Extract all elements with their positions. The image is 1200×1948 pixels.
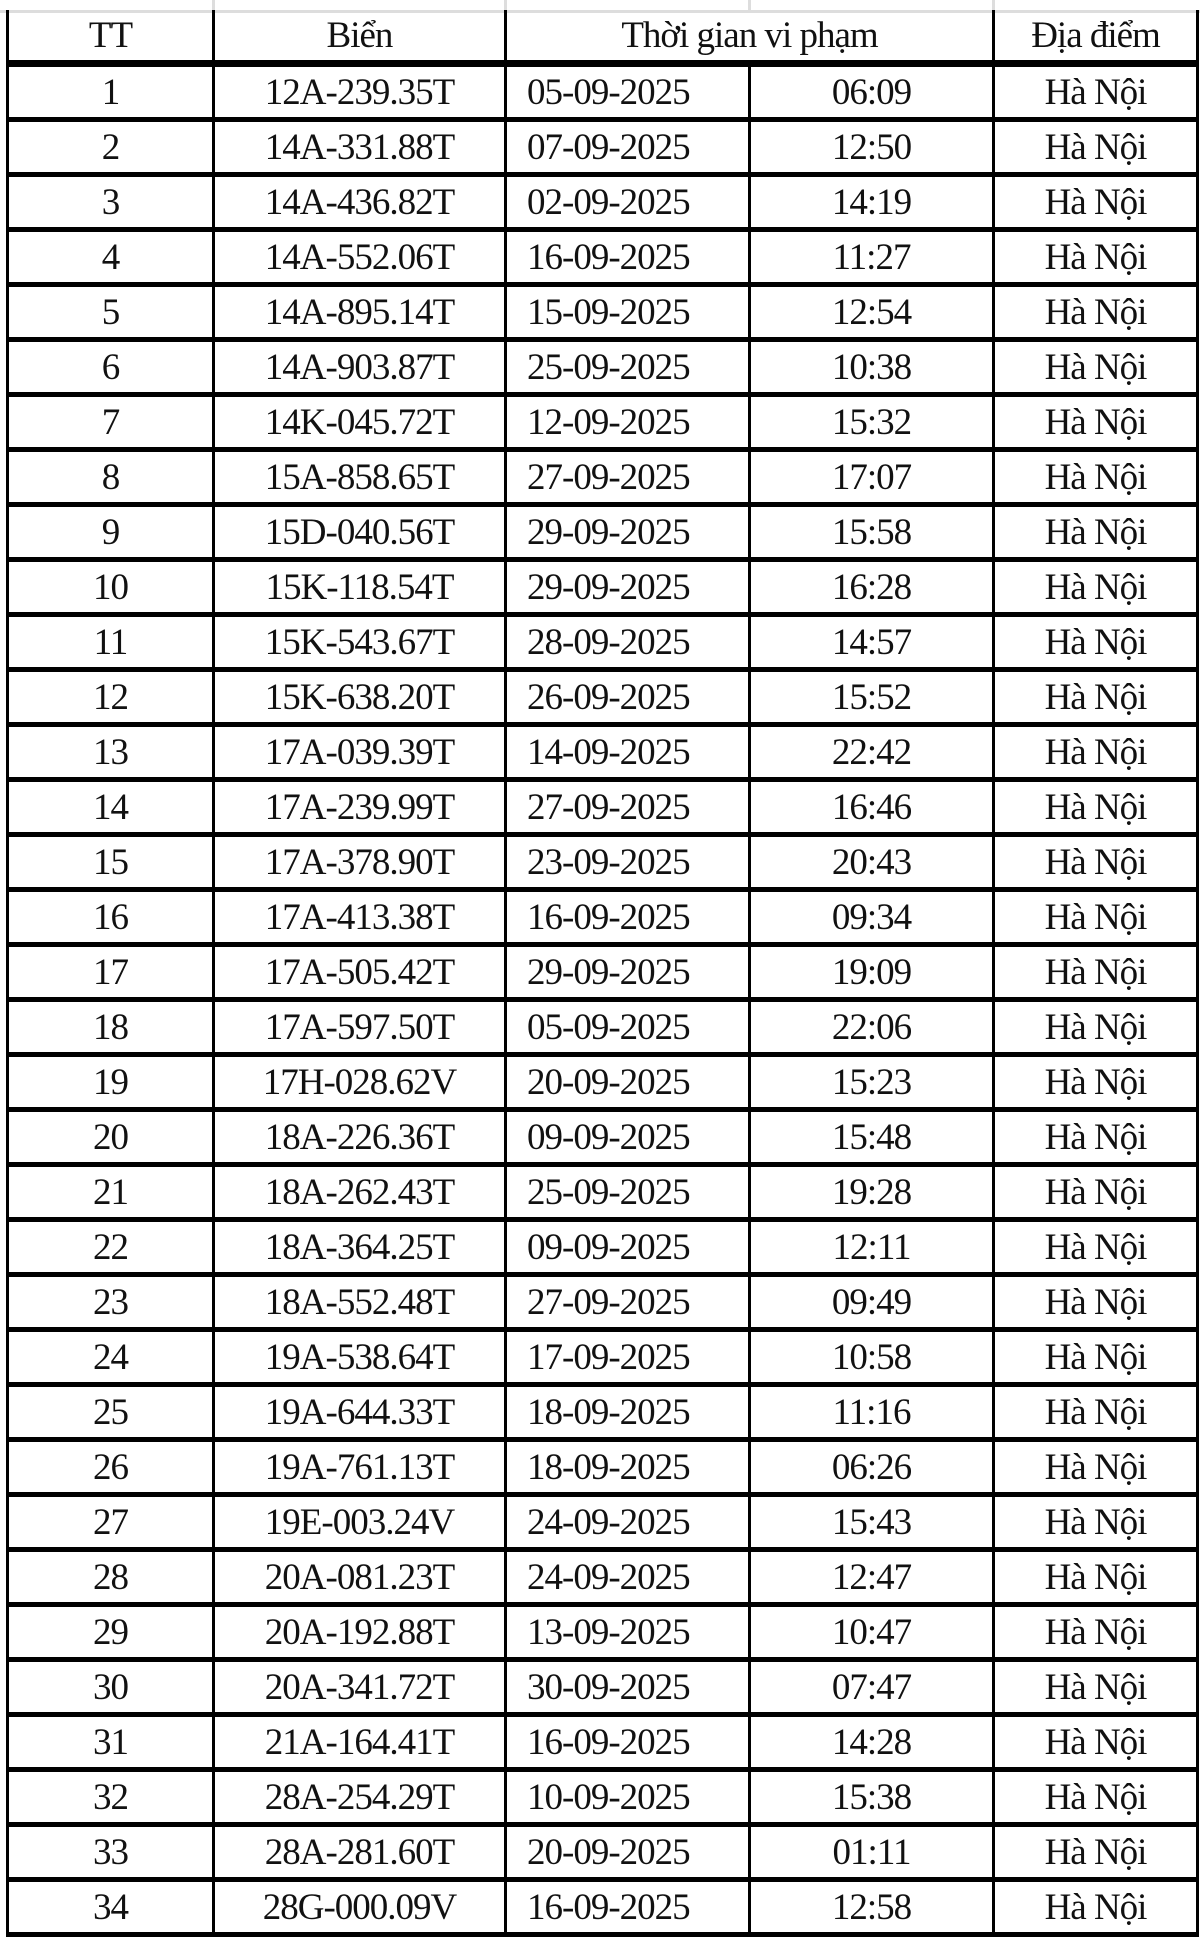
violation-time: 15:48: [750, 1110, 994, 1165]
location: Hà Nội: [994, 1550, 1198, 1605]
plate-number: 15K-638.20T: [214, 670, 506, 725]
row-number: 28: [8, 1550, 214, 1605]
violation-date: 25-09-2025: [506, 1165, 750, 1220]
violation-date: 27-09-2025: [506, 1275, 750, 1330]
row-number: 30: [8, 1660, 214, 1715]
violation-time: 06:26: [750, 1440, 994, 1495]
table-row: [8, 1715, 1198, 1770]
table-row: [8, 505, 1198, 560]
table-row: [8, 890, 1198, 945]
plate-number: 18A-262.43T: [214, 1165, 506, 1220]
plate-number: 14K-045.72T: [214, 395, 506, 450]
table-row: [8, 1385, 1198, 1440]
plate-number: 15K-118.54T: [214, 560, 506, 615]
row-number: 34: [8, 1880, 214, 1935]
plate-number: 17A-039.39T: [214, 725, 506, 780]
violation-date: 29-09-2025: [506, 945, 750, 1000]
violations-table: [6, 10, 1199, 1937]
table-row: [8, 1495, 1198, 1550]
table-row: [8, 780, 1198, 835]
location: Hà Nội: [994, 835, 1198, 890]
location: Hà Nội: [994, 1110, 1198, 1165]
row-number: 12: [8, 670, 214, 725]
row-number: 5: [8, 285, 214, 340]
violation-time: 14:19: [750, 175, 994, 230]
row-number: 23: [8, 1275, 214, 1330]
plate-number: 15K-543.67T: [214, 615, 506, 670]
header-row: [8, 10, 1198, 64]
table-row: [8, 230, 1198, 285]
location: Hà Nội: [994, 395, 1198, 450]
table-row: [8, 1220, 1198, 1275]
plate-number: 14A-331.88T: [214, 120, 506, 175]
violation-time: 07:47: [750, 1660, 994, 1715]
location: Hà Nội: [994, 1825, 1198, 1880]
table-row: [8, 1550, 1198, 1605]
plate-number: 28G-000.09V: [214, 1880, 506, 1935]
table-row: [8, 120, 1198, 175]
violation-date: 23-09-2025: [506, 835, 750, 890]
location: Hà Nội: [994, 340, 1198, 395]
violation-date: 27-09-2025: [506, 780, 750, 835]
location: Hà Nội: [994, 1880, 1198, 1935]
location: Hà Nội: [994, 1275, 1198, 1330]
violation-time: 10:47: [750, 1605, 994, 1660]
violation-date: 27-09-2025: [506, 450, 750, 505]
violation-date: 15-09-2025: [506, 285, 750, 340]
table-row: [8, 1660, 1198, 1715]
header-violation-time: Thời gian vi phạm: [506, 10, 994, 64]
violation-time: 09:49: [750, 1275, 994, 1330]
violation-time: 06:09: [750, 64, 994, 120]
violation-time: 15:58: [750, 505, 994, 560]
table-row: [8, 450, 1198, 505]
violation-date: 16-09-2025: [506, 1715, 750, 1770]
location: Hà Nội: [994, 560, 1198, 615]
violation-time: 12:50: [750, 120, 994, 175]
violation-time: 12:11: [750, 1220, 994, 1275]
location: Hà Nội: [994, 1605, 1198, 1660]
plate-number: 28A-281.60T: [214, 1825, 506, 1880]
violation-date: 14-09-2025: [506, 725, 750, 780]
violation-date: 18-09-2025: [506, 1385, 750, 1440]
table-row: [8, 1825, 1198, 1880]
violation-date: 24-09-2025: [506, 1550, 750, 1605]
violation-date: 09-09-2025: [506, 1220, 750, 1275]
location: Hà Nội: [994, 285, 1198, 340]
location: Hà Nội: [994, 1660, 1198, 1715]
table-row: [8, 285, 1198, 340]
violation-date: 16-09-2025: [506, 1880, 750, 1935]
plate-number: 20A-192.88T: [214, 1605, 506, 1660]
location: Hà Nội: [994, 1770, 1198, 1825]
violation-date: 25-09-2025: [506, 340, 750, 395]
row-number: 18: [8, 1000, 214, 1055]
violation-date: 16-09-2025: [506, 230, 750, 285]
plate-number: 19E-003.24V: [214, 1495, 506, 1550]
violation-date: 24-09-2025: [506, 1495, 750, 1550]
location: Hà Nội: [994, 1055, 1198, 1110]
header-tt: TT: [8, 10, 214, 64]
violation-date: 02-09-2025: [506, 175, 750, 230]
violation-time: 10:58: [750, 1330, 994, 1385]
plate-number: 17A-597.50T: [214, 1000, 506, 1055]
row-number: 3: [8, 175, 214, 230]
row-number: 24: [8, 1330, 214, 1385]
table-row: [8, 395, 1198, 450]
violation-time: 16:28: [750, 560, 994, 615]
violation-time: 12:54: [750, 285, 994, 340]
row-number: 27: [8, 1495, 214, 1550]
violation-time: 17:07: [750, 450, 994, 505]
plate-number: 15A-858.65T: [214, 450, 506, 505]
location: Hà Nội: [994, 1385, 1198, 1440]
plate-number: 21A-164.41T: [214, 1715, 506, 1770]
location: Hà Nội: [994, 890, 1198, 945]
plate-number: 18A-364.25T: [214, 1220, 506, 1275]
location: Hà Nội: [994, 1330, 1198, 1385]
table-row: [8, 1770, 1198, 1825]
location: Hà Nội: [994, 615, 1198, 670]
violation-time: 15:23: [750, 1055, 994, 1110]
violation-date: 30-09-2025: [506, 1660, 750, 1715]
violation-time: 09:34: [750, 890, 994, 945]
row-number: 16: [8, 890, 214, 945]
plate-number: 18A-552.48T: [214, 1275, 506, 1330]
table-row: [8, 945, 1198, 1000]
violation-time: 22:06: [750, 1000, 994, 1055]
row-number: 9: [8, 505, 214, 560]
location: Hà Nội: [994, 175, 1198, 230]
plate-number: 17A-239.99T: [214, 780, 506, 835]
violation-time: 14:28: [750, 1715, 994, 1770]
location: Hà Nội: [994, 64, 1198, 120]
row-number: 6: [8, 340, 214, 395]
plate-number: 14A-895.14T: [214, 285, 506, 340]
violation-time: 20:43: [750, 835, 994, 890]
plate-number: 19A-761.13T: [214, 1440, 506, 1495]
plate-number: 14A-552.06T: [214, 230, 506, 285]
table-row: [8, 1275, 1198, 1330]
violation-date: 29-09-2025: [506, 560, 750, 615]
violation-time: 12:47: [750, 1550, 994, 1605]
plate-number: 17A-413.38T: [214, 890, 506, 945]
violation-date: 20-09-2025: [506, 1055, 750, 1110]
row-number: 10: [8, 560, 214, 615]
row-number: 13: [8, 725, 214, 780]
violation-date: 05-09-2025: [506, 1000, 750, 1055]
plate-number: 19A-644.33T: [214, 1385, 506, 1440]
row-number: 33: [8, 1825, 214, 1880]
row-number: 2: [8, 120, 214, 175]
violation-time: 12:58: [750, 1880, 994, 1935]
location: Hà Nội: [994, 1715, 1198, 1770]
table-row: [8, 1000, 1198, 1055]
violation-date: 29-09-2025: [506, 505, 750, 560]
location: Hà Nội: [994, 1220, 1198, 1275]
row-number: 32: [8, 1770, 214, 1825]
row-number: 19: [8, 1055, 214, 1110]
row-number: 14: [8, 780, 214, 835]
violation-date: 09-09-2025: [506, 1110, 750, 1165]
table-row: [8, 1165, 1198, 1220]
location: Hà Nội: [994, 505, 1198, 560]
row-number: 25: [8, 1385, 214, 1440]
location: Hà Nội: [994, 780, 1198, 835]
table-body: [8, 64, 1198, 1935]
table-row: [8, 1880, 1198, 1935]
violation-time: 15:38: [750, 1770, 994, 1825]
table-row: [8, 175, 1198, 230]
violation-time: 10:38: [750, 340, 994, 395]
violation-date: 16-09-2025: [506, 890, 750, 945]
plate-number: 20A-081.23T: [214, 1550, 506, 1605]
location: Hà Nội: [994, 1495, 1198, 1550]
row-number: 8: [8, 450, 214, 505]
plate-number: 12A-239.35T: [214, 64, 506, 120]
header-plate: Biển: [214, 10, 506, 64]
table-row: [8, 670, 1198, 725]
table-row: [8, 1440, 1198, 1495]
location: Hà Nội: [994, 670, 1198, 725]
table-row: [8, 1605, 1198, 1660]
violation-time: 01:11: [750, 1825, 994, 1880]
plate-number: 14A-436.82T: [214, 175, 506, 230]
plate-number: 19A-538.64T: [214, 1330, 506, 1385]
violation-time: 11:27: [750, 230, 994, 285]
violation-date: 13-09-2025: [506, 1605, 750, 1660]
location: Hà Nội: [994, 725, 1198, 780]
violation-date: 05-09-2025: [506, 64, 750, 120]
plate-number: 14A-903.87T: [214, 340, 506, 395]
violation-date: 17-09-2025: [506, 1330, 750, 1385]
violation-time: 15:52: [750, 670, 994, 725]
table-row: [8, 1110, 1198, 1165]
plate-number: 17A-505.42T: [214, 945, 506, 1000]
violation-time: 19:28: [750, 1165, 994, 1220]
table-row: [8, 1330, 1198, 1385]
row-number: 22: [8, 1220, 214, 1275]
table-row: [8, 615, 1198, 670]
plate-number: 28A-254.29T: [214, 1770, 506, 1825]
row-number: 29: [8, 1605, 214, 1660]
location: Hà Nội: [994, 120, 1198, 175]
location: Hà Nội: [994, 1000, 1198, 1055]
violation-time: 19:09: [750, 945, 994, 1000]
plate-number: 20A-341.72T: [214, 1660, 506, 1715]
row-number: 11: [8, 615, 214, 670]
violation-date: 12-09-2025: [506, 395, 750, 450]
row-number: 21: [8, 1165, 214, 1220]
row-number: 26: [8, 1440, 214, 1495]
table-row: [8, 64, 1198, 120]
row-number: 17: [8, 945, 214, 1000]
violation-date: 10-09-2025: [506, 1770, 750, 1825]
row-number: 1: [8, 64, 214, 120]
header-location: Địa điểm: [994, 10, 1198, 64]
table-row: [8, 725, 1198, 780]
violation-time: 22:42: [750, 725, 994, 780]
violation-date: 28-09-2025: [506, 615, 750, 670]
violation-date: 20-09-2025: [506, 1825, 750, 1880]
violation-time: 16:46: [750, 780, 994, 835]
violation-time: 15:32: [750, 395, 994, 450]
row-number: 15: [8, 835, 214, 890]
plate-number: 17A-378.90T: [214, 835, 506, 890]
violation-time: 14:57: [750, 615, 994, 670]
plate-number: 15D-040.56T: [214, 505, 506, 560]
location: Hà Nội: [994, 1165, 1198, 1220]
location: Hà Nội: [994, 945, 1198, 1000]
table-row: [8, 560, 1198, 615]
violation-time: 15:43: [750, 1495, 994, 1550]
table-row: [8, 340, 1198, 395]
table-row: [8, 1055, 1198, 1110]
violation-time: 11:16: [750, 1385, 994, 1440]
plate-number: 18A-226.36T: [214, 1110, 506, 1165]
violation-date: 18-09-2025: [506, 1440, 750, 1495]
row-number: 7: [8, 395, 214, 450]
row-number: 31: [8, 1715, 214, 1770]
location: Hà Nội: [994, 1440, 1198, 1495]
violation-date: 07-09-2025: [506, 120, 750, 175]
location: Hà Nội: [994, 450, 1198, 505]
table-row: [8, 835, 1198, 890]
location: Hà Nội: [994, 230, 1198, 285]
row-number: 4: [8, 230, 214, 285]
plate-number: 17H-028.62V: [214, 1055, 506, 1110]
row-number: 20: [8, 1110, 214, 1165]
violation-date: 26-09-2025: [506, 670, 750, 725]
